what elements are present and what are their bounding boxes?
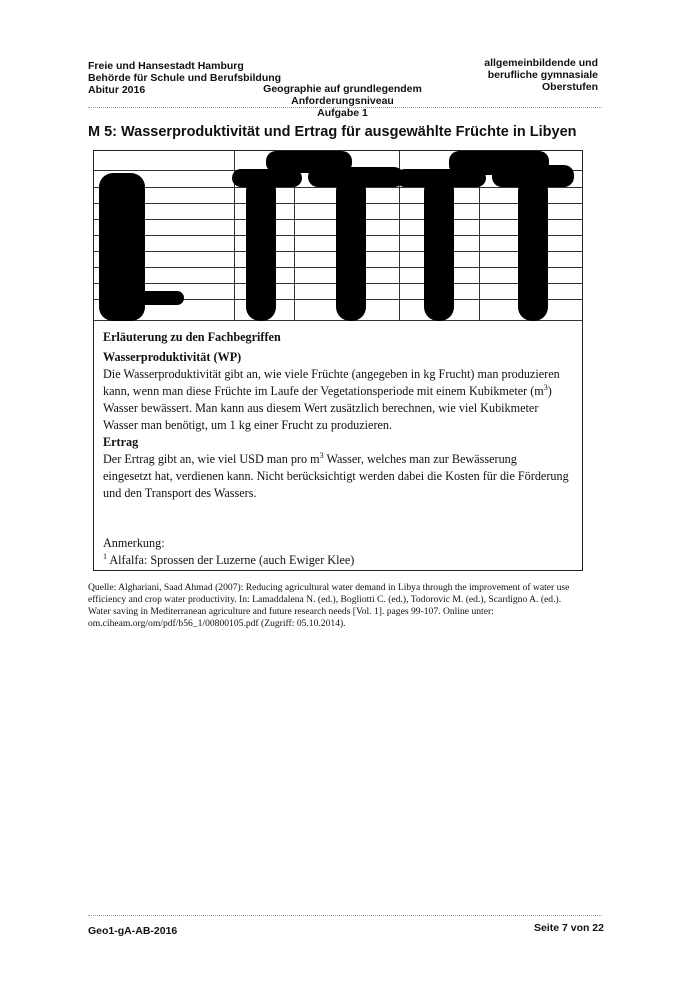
header-line-exam: Abitur 2016 xyxy=(88,84,146,96)
footer-divider xyxy=(88,915,602,916)
annotation-label: Anmerkung: xyxy=(103,536,165,550)
source-line-1: Quelle: Alghariani, Saad Ahmad (2007): Reducing agricultural water demand in Libya through the improvement of water use xyxy=(88,582,570,593)
wp-line-4: Wasser man benötigt, um 1 kg einer Frucht zu produzieren. xyxy=(103,418,393,432)
redaction-block xyxy=(336,177,366,321)
wp-line-1: Die Wasserproduktivität gibt an, wie viele Früchte (angegeben in kg Frucht) man produzieren xyxy=(103,367,560,381)
header-subject: Geographie auf grundlegendem Anforderungsniveau xyxy=(263,83,422,107)
header-line-authority: Behörde für Schule und Berufsbildung xyxy=(88,72,282,84)
redaction-block xyxy=(518,177,548,321)
annotation-footnote: $^1$ Alfalfa: Sprossen der Luzerne (auch Ewiger Klee) xyxy=(103,551,355,567)
material-box xyxy=(93,150,583,571)
wp-heading: Wasserproduktivität (WP) xyxy=(103,350,242,364)
redaction-block xyxy=(246,177,276,321)
ertrag-line-2: eingesetzt hat, verdienen kann. Nicht berücksichtigt werden dabei die Kosten für die Förderung xyxy=(103,469,569,483)
header-right-line-3: Oberstufen xyxy=(541,81,598,93)
source-line-3: Water saving in Mediterranean agriculture and future research needs [Vol. 1]. pages 99-107. Online unter: xyxy=(88,606,494,617)
source-line-4: om.ciheam.org/om/pdf/b56_1/00800105.pdf (Zugriff: 05.10.2014). xyxy=(88,618,346,629)
wp-line-2: kann, wenn man diese Früchte im Laufe der Vegetationsperiode mit einem Kubikmeter $(m^3)$ xyxy=(103,382,552,398)
header-task: Aufgabe 1 xyxy=(317,107,368,119)
header-subject-block xyxy=(215,83,470,119)
redacted-table xyxy=(94,151,582,321)
redaction-block xyxy=(134,291,184,305)
document-code: Geo1-gA-AB-2016 xyxy=(88,925,178,937)
explanation-section xyxy=(103,329,575,502)
ertrag-heading: Ertrag xyxy=(103,435,139,449)
annotation-section xyxy=(103,535,575,569)
header-divider xyxy=(88,107,602,108)
ertrag-line-1: Der Ertrag gibt an, wie viel USD man pro $m^3$ Wasser, welches man zur Bewässerung xyxy=(103,450,517,466)
source-line-2: efficiency and crop water productivity. In: Lamaddalena N. (ed.), Bogliotti C. (ed.), Todorovic M. (ed.), Scardigno A. (ed.). xyxy=(88,594,562,605)
header-school-type xyxy=(484,57,598,93)
explanation-heading: Erläuterung zu den Fachbegriffen xyxy=(103,330,281,344)
header-right-line-2: berufliche gymnasiale xyxy=(487,69,598,81)
page-title: M 5: Wasserproduktivität und Ertrag für ausgewählte Früchte in Libyen xyxy=(88,124,577,140)
wp-line-3: Wasser bewässert. Man kann aus diesem Wert zusätzlich berechnen, wie viel Kubikmeter xyxy=(103,401,539,415)
ertrag-line-3: und den Transport des Wassers. xyxy=(103,486,257,500)
page-number: Seite 7 von 22 xyxy=(533,922,604,934)
header-right-line-1: allgemeinbildende und xyxy=(484,57,598,69)
source-citation xyxy=(88,582,608,630)
header-line-city: Freie und Hansestadt Hamburg xyxy=(88,60,244,72)
redaction-block xyxy=(424,177,454,321)
